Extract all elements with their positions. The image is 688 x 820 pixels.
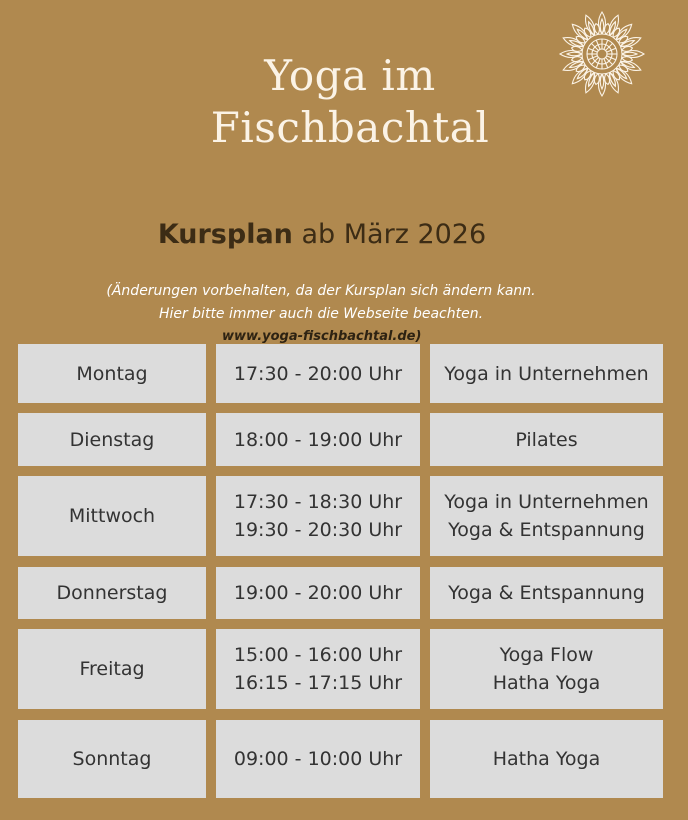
cell-line: 15:00 - 16:00 Uhr xyxy=(233,644,403,666)
course-cell xyxy=(430,629,663,709)
time-cell xyxy=(216,476,420,556)
schedule-subtitle xyxy=(0,218,644,252)
cell-line: Mittwoch xyxy=(68,505,156,527)
cell-line: Sonntag xyxy=(72,748,152,770)
cell-line: 19:30 - 20:30 Uhr xyxy=(233,519,403,541)
course-cell xyxy=(430,344,663,403)
cell-line: Pilates xyxy=(515,428,578,451)
cell-line: Yoga in Unternehmen xyxy=(444,491,649,513)
course-cell xyxy=(430,413,663,466)
cell-line: 19:00 - 20:00 Uhr xyxy=(233,582,403,604)
cell-line: 18:00 - 19:00 Uhr xyxy=(233,428,403,451)
cell-line: Donnerstag xyxy=(56,582,168,604)
course-cell xyxy=(430,567,663,619)
day-cell xyxy=(18,344,206,403)
note-line1: (Änderungen vorbehalten, da der Kursplan sich ändern kann. xyxy=(106,283,536,299)
cell-line: Hatha Yoga xyxy=(492,672,601,694)
subtitle-bold: Kursplan xyxy=(157,219,293,250)
time-cell xyxy=(216,629,420,709)
cell-line: Yoga & Entspannung xyxy=(448,519,645,541)
time-cell xyxy=(216,567,420,619)
time-cell xyxy=(216,413,420,466)
cell-line: 16:15 - 17:15 Uhr xyxy=(233,672,403,694)
time-cell xyxy=(216,344,420,403)
day-cell xyxy=(18,567,206,619)
cell-line: Hatha Yoga xyxy=(492,748,601,770)
cell-line: 09:00 - 10:00 Uhr xyxy=(233,748,403,770)
time-cell xyxy=(216,720,420,798)
page-title-line1: Yoga im xyxy=(264,51,436,100)
cell-line: Dienstag xyxy=(69,428,155,451)
cell-line: Yoga Flow xyxy=(499,644,594,666)
cell-line: Freitag xyxy=(79,658,145,680)
cell-line: Montag xyxy=(76,362,148,385)
cell-line: Yoga in Unternehmen xyxy=(444,362,649,385)
cell-line: 17:30 - 20:00 Uhr xyxy=(233,362,403,385)
page-title-line2: Fischbachtal xyxy=(210,103,490,152)
cell-line: 17:30 - 18:30 Uhr xyxy=(233,491,403,513)
day-cell xyxy=(18,629,206,709)
course-cell xyxy=(430,476,663,556)
website-note: www.yoga-fischbachtal.de) xyxy=(222,329,422,344)
note-line2: Hier bitte immer auch die Webseite beachten. xyxy=(158,306,484,322)
day-cell xyxy=(18,413,206,466)
cell-line: Yoga & Entspannung xyxy=(448,582,645,604)
day-cell xyxy=(18,476,206,556)
day-cell xyxy=(18,720,206,798)
course-cell xyxy=(430,720,663,798)
subtitle-rest: ab März 2026 xyxy=(292,219,487,250)
